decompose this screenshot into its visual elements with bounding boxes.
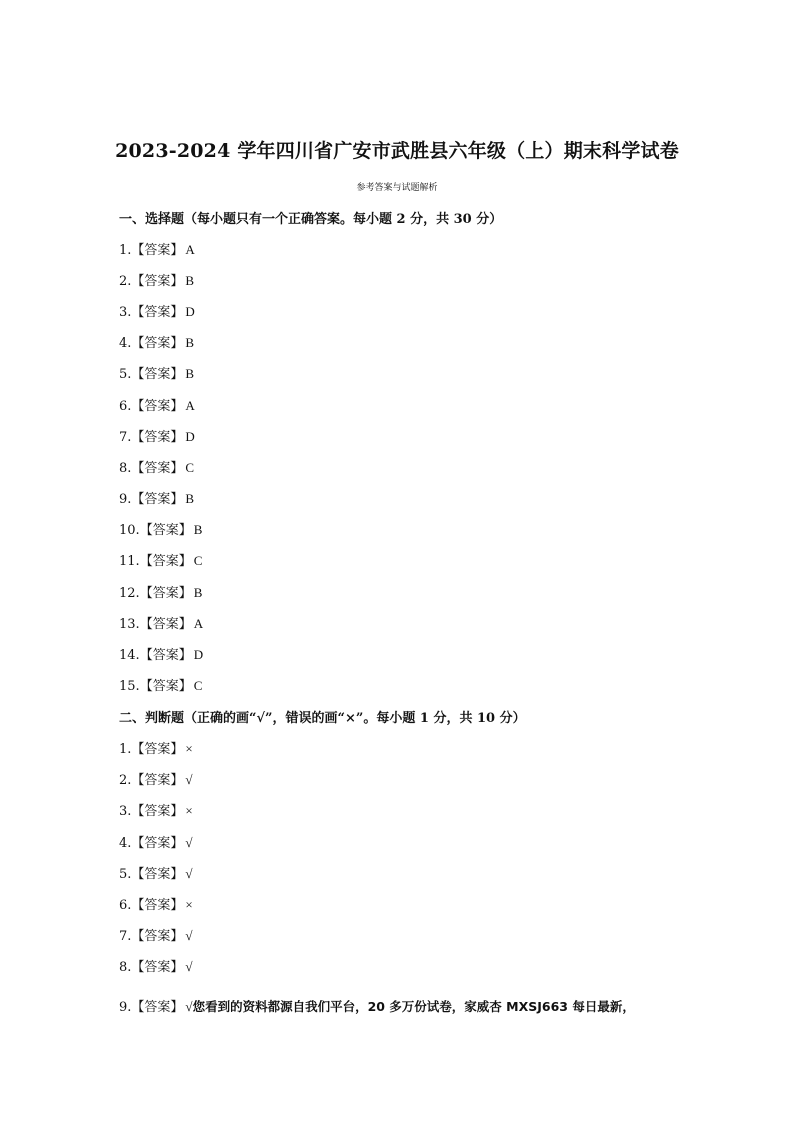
- question-number: 4.: [119, 336, 132, 351]
- answer-row: [119, 644, 203, 663]
- answer-value: D: [185, 429, 195, 444]
- answer-row: [119, 550, 202, 569]
- answer-row: [119, 863, 193, 882]
- answer-row: [119, 239, 195, 258]
- answer-tag: 【答案】: [131, 898, 184, 913]
- question-number: 7.: [119, 929, 132, 944]
- question-number: 5.: [119, 367, 132, 382]
- answer-tag: 【答案】: [131, 399, 184, 414]
- question-number: 12.: [119, 586, 140, 601]
- answer-value: A: [193, 616, 204, 631]
- answer-value: √: [185, 772, 193, 787]
- answer-tag: 【答案】: [131, 804, 184, 819]
- answer-tag: 【答案】: [139, 554, 192, 569]
- answer-row: [119, 426, 195, 445]
- answer-value: A: [185, 398, 195, 413]
- answer-value: √: [185, 959, 193, 974]
- answer-value: √: [185, 866, 193, 881]
- answer-value: B: [193, 522, 203, 537]
- answer-row: [119, 675, 202, 694]
- answer-value: B: [185, 273, 195, 288]
- answer-tag: 【答案】: [131, 836, 184, 851]
- page-title: 2023-2024 学年四川省广安市武胜县六年级（上）期末科学试卷: [115, 140, 679, 162]
- question-number: 4.: [119, 836, 132, 851]
- answer-row: [119, 301, 195, 320]
- answer-tag: 【答案】: [139, 617, 192, 632]
- page-subtitle: 参考答案与试题解析: [356, 183, 438, 193]
- answer-tag: 【答案】: [139, 586, 192, 601]
- answer-value: ×: [185, 897, 193, 912]
- answer-tag: 【答案】: [131, 742, 184, 757]
- answer-row: [119, 488, 194, 507]
- answer-tag: 【答案】: [139, 648, 192, 663]
- answer-value: D: [193, 647, 204, 662]
- question-number: 3.: [119, 305, 132, 320]
- answer-row: [119, 769, 193, 788]
- answer-tag: 【答案】: [139, 679, 192, 694]
- answer-value: A: [185, 242, 195, 257]
- answer-row: [119, 395, 195, 414]
- answer-value: √: [185, 928, 193, 943]
- answer-tag: 【答案】: [131, 929, 184, 944]
- question-number: 6.: [119, 898, 132, 913]
- answer-value: B: [185, 366, 195, 381]
- answer-row: [119, 996, 635, 1015]
- question-number: 1.: [119, 243, 132, 258]
- answer-tag: 【答案】: [131, 336, 184, 351]
- question-number: 8.: [119, 960, 132, 975]
- answer-value: B: [193, 585, 203, 600]
- answer-value: C: [193, 678, 203, 693]
- answer-tag: 【答案】: [131, 773, 184, 788]
- question-number: 3.: [119, 804, 132, 819]
- answer-row: [119, 800, 193, 819]
- question-number: 13.: [119, 617, 140, 632]
- answer-tag: 【答案】: [131, 492, 184, 507]
- question-number: 1.: [119, 742, 132, 757]
- answer-tag: 【答案】: [131, 867, 184, 882]
- question-number: 2.: [119, 773, 132, 788]
- answer-row: [119, 332, 194, 351]
- answer-tag: 【答案】: [131, 960, 184, 975]
- question-number: 2.: [119, 274, 132, 289]
- question-number: 14.: [119, 648, 140, 663]
- question-number: 15.: [119, 679, 140, 694]
- answer-value: √: [185, 835, 193, 850]
- answer-tag: 【答案】: [131, 305, 184, 320]
- answer-row: [119, 738, 193, 757]
- question-number: 8.: [119, 461, 132, 476]
- answer-tag: 【答案】: [131, 367, 184, 382]
- answer-tag: 【答案】: [131, 461, 184, 476]
- answer-tag: 【答案】: [131, 274, 184, 289]
- answer-row: [119, 582, 202, 601]
- answer-value: ×: [185, 741, 193, 756]
- answer-tag: 【答案】: [131, 430, 184, 445]
- answer-value: ×: [185, 803, 193, 818]
- answer-value: B: [185, 335, 195, 350]
- question-number: 11.: [119, 554, 140, 569]
- answer-row: [119, 925, 193, 944]
- answer-tag: 【答案】: [131, 243, 184, 258]
- answer-row: [119, 894, 193, 913]
- section-heading-choice: 一、选择题（每小题只有一个正确答案。每小题 2 分，共 30 分）: [119, 212, 503, 227]
- answer-tag: 【答案】: [131, 1000, 184, 1015]
- question-number: 10.: [119, 523, 140, 538]
- answer-row: [119, 363, 194, 382]
- answer-value: B: [185, 491, 195, 506]
- question-number: 6.: [119, 399, 132, 414]
- answer-value: C: [193, 553, 203, 568]
- section-heading-judgement: 二、判断题（正确的画“√”，错误的画“×”。每小题 1 分，共 10 分）: [119, 711, 526, 726]
- answer-value: D: [185, 304, 195, 319]
- answer-note: 您看到的资料都源自我们平台，20 多万份试卷，家威杏 MXSJ663 每日最新，: [192, 999, 635, 1014]
- question-number: 9.: [119, 1000, 132, 1015]
- answer-value: √: [185, 999, 193, 1014]
- answer-row: [119, 457, 194, 476]
- answer-row: [119, 832, 193, 851]
- answer-row: [119, 613, 203, 632]
- answer-tag: 【答案】: [139, 523, 192, 538]
- question-number: 5.: [119, 867, 132, 882]
- answer-value: C: [185, 460, 195, 475]
- answer-row: [119, 956, 193, 975]
- question-number: 7.: [119, 430, 132, 445]
- answer-row: [119, 519, 202, 538]
- answer-row: [119, 270, 194, 289]
- question-number: 9.: [119, 492, 132, 507]
